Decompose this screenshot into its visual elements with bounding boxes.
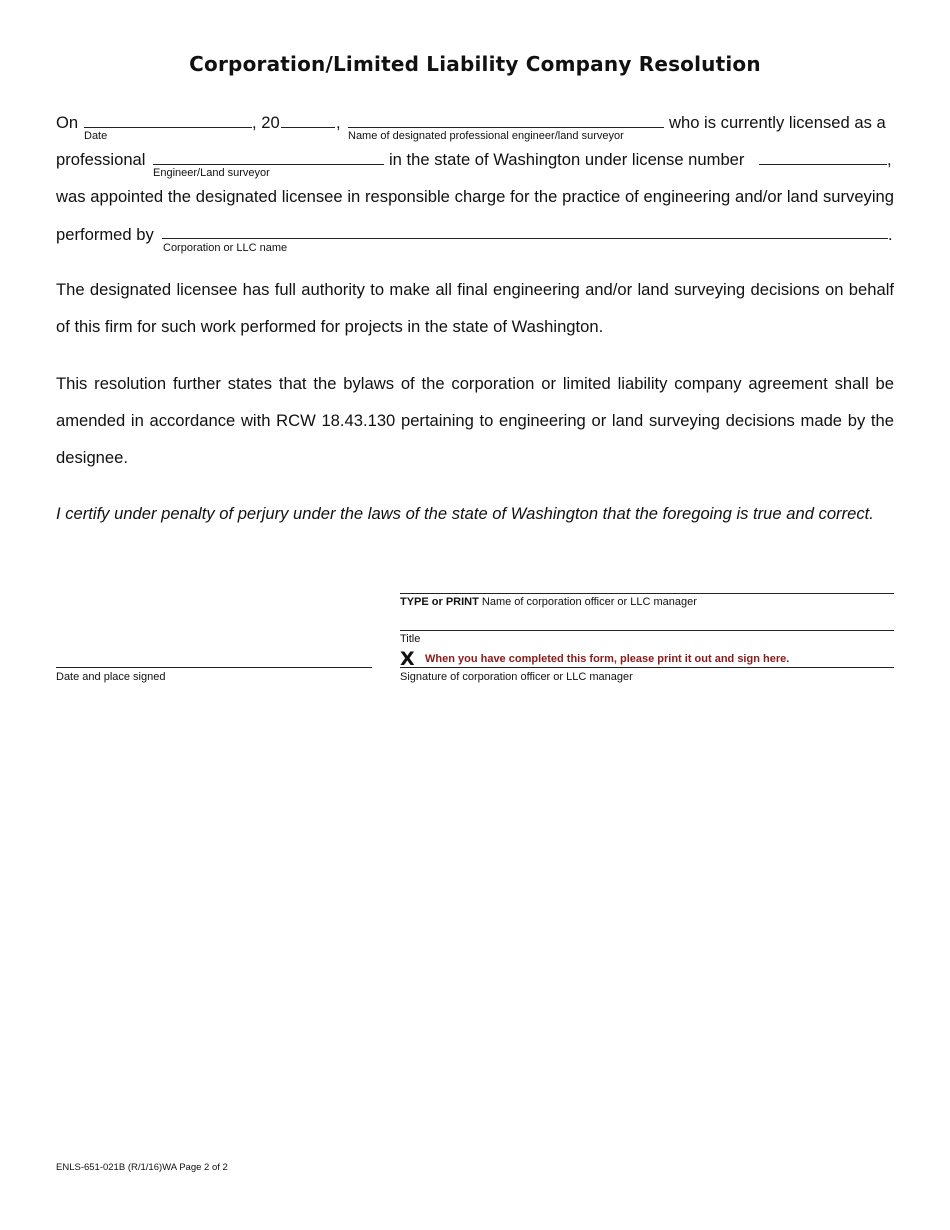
engineer-type-caption: Engineer/Land surveyor (153, 167, 270, 179)
licensed-as-text: who is currently licensed as a (669, 113, 886, 132)
professional-text: professional (56, 150, 146, 169)
appointment-text: was appointed the designated licensee in responsible charge for the practice of engineering and/or land surveying (56, 187, 894, 206)
licensee-name-caption: Name of designated professional engineer/land surveyor (348, 130, 624, 142)
bylaws-line-1: This resolution further states that the bylaws of the corporation or limited liability company agreement shall be (56, 374, 894, 393)
license-number-input[interactable] (761, 146, 885, 164)
signature-underline[interactable] (400, 667, 894, 668)
sign-here-instruction: When you have completed this form, please print it out and sign here. (425, 653, 790, 665)
year-underline (281, 127, 335, 128)
officer-name-label-rest: Name of corporation officer or LLC manager (478, 596, 697, 608)
page-title: Corporation/Limited Liability Company Resolution (189, 52, 761, 76)
date-place-underline (56, 667, 372, 668)
bylaws-line-2: amended in accordance with RCW 18.43.130 pertaining to engineering or land surveying decisions made by the (56, 411, 894, 430)
officer-name-label (400, 596, 697, 608)
authority-paragraph (56, 271, 894, 345)
engineer-type-underline (153, 164, 384, 165)
officer-name-input[interactable] (402, 575, 892, 593)
corp-name-caption: Corporation or LLC name (163, 242, 288, 254)
bylaws-line-3: designee. (56, 448, 128, 467)
date-input[interactable] (86, 109, 250, 127)
date-caption: Date (84, 130, 108, 142)
form-footer: ENLS-651-021B (R/1/16)WA Page 2 of 2 (56, 1162, 228, 1173)
signature-label: Signature of corporation officer or LLC manager (400, 671, 633, 683)
authority-line-1: The designated licensee has full authority to make all final engineering and/or land surveying decisions on behalf (56, 280, 894, 299)
signature-x-mark: X (400, 648, 415, 670)
officer-title-input[interactable] (402, 612, 892, 630)
license-number-underline (759, 164, 887, 165)
licensee-name-input[interactable] (350, 109, 662, 127)
date-place-input[interactable] (58, 649, 370, 667)
engineer-type-input[interactable] (155, 146, 382, 164)
officer-title-underline (400, 630, 894, 631)
performed-by-text: performed by (56, 225, 154, 244)
corp-name-input[interactable] (164, 220, 886, 238)
corp-name-underline (162, 238, 888, 239)
licensee-name-underline (348, 127, 664, 128)
officer-name-label-bold: TYPE or PRINT (400, 596, 479, 608)
state-license-text: in the state of Washington under license number (389, 150, 745, 169)
on-text: On (56, 113, 79, 132)
officer-name-underline (400, 593, 894, 594)
certification-text: I certify under penalty of perjury under the laws of the state of Washington that the foregoing is true and correct. (56, 504, 874, 523)
comma-text: , (336, 113, 341, 132)
officer-title-label: Title (400, 633, 421, 645)
date-place-label: Date and place signed (56, 671, 166, 683)
comma-text-2: , (887, 150, 892, 169)
comma-twenty-text: , 20 (252, 113, 280, 132)
period-text: . (888, 225, 893, 244)
date-underline (84, 127, 252, 128)
authority-line-2: of this firm for such work performed for projects in the state of Washington. (56, 317, 604, 336)
bylaws-paragraph (56, 365, 894, 476)
year-input[interactable] (283, 109, 333, 127)
